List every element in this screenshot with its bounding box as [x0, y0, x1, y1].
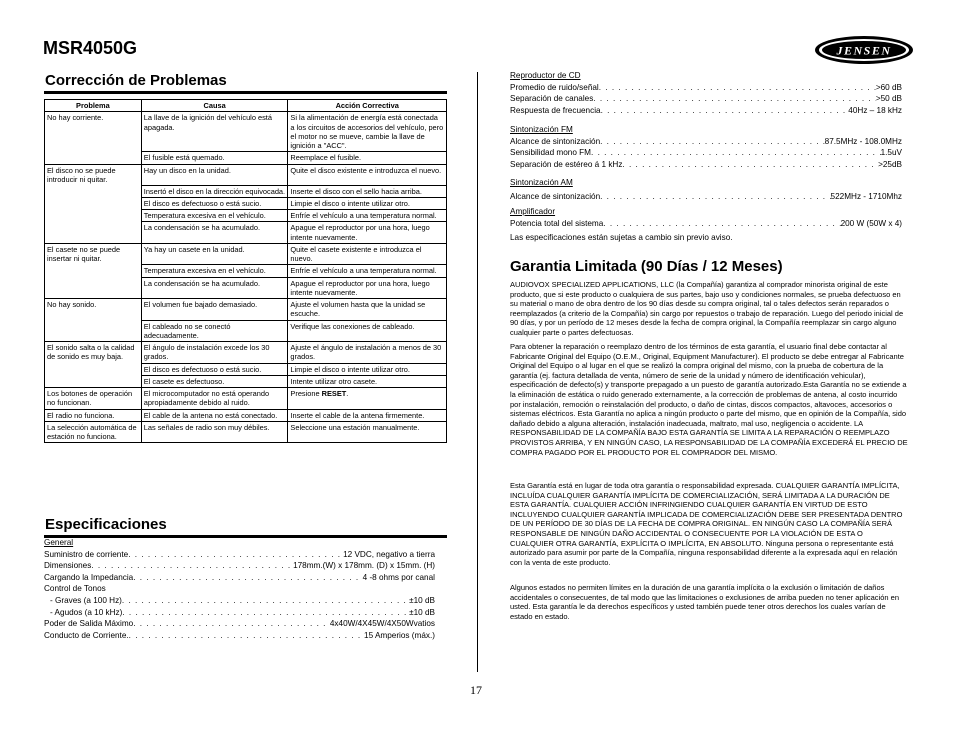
cause-cell: Temperatura excesiva en el vehículo. [141, 210, 288, 222]
table-row [45, 409, 447, 421]
problem-cell [45, 197, 142, 209]
section-label: Reproductor de CD [510, 71, 581, 80]
spec-label: Poder de Salida Máximo [44, 619, 134, 629]
spec-value: 4 -8 ohms por canal [362, 572, 435, 582]
spec-line [44, 630, 435, 642]
spec-line [44, 572, 435, 584]
table-row [45, 112, 447, 152]
spec-line [510, 159, 902, 171]
logo-text: JENSEN [836, 43, 892, 58]
action-cell: Intente utilizar otro casete. [288, 375, 447, 387]
spec-value: 200 W (50W x 4) [840, 218, 902, 228]
cause-cell: El disco es defectuoso o está sucio. [141, 197, 288, 209]
spec-label: Conducto de Corriente. [44, 630, 129, 640]
spec-label: Alcance de sintonización [510, 136, 601, 146]
section-label: Sintonización AM [510, 178, 573, 187]
table-row [45, 265, 447, 277]
spec-value: 1.5uV [880, 148, 902, 158]
reset-label: RESET [321, 389, 347, 398]
action-cell: Limpie el disco o intente utilizar otro. [288, 363, 447, 375]
warranty-paragraph: Algunos estados no permiten límites en la duración de una garantía implícita o la exclusión o limitación de daños accidentales o consecuentes, de tal modo que las limitaciones o exclusiones de arriba pueden no tener aplicación en usted. Esta garantía le da derechos específicos y usted también puede tener otros derechos los cuales varían de estado en estado. [510, 583, 899, 621]
spec-label: - Agudos (a 10 kHz) [50, 607, 123, 617]
specs-general [44, 537, 435, 641]
spec-label: Separación de canales [510, 94, 594, 104]
spec-label: Cargando la Impedancia [44, 572, 134, 582]
spec-line [44, 549, 435, 561]
cause-cell: Las señales de radio son muy débiles. [141, 421, 288, 443]
spec-line [44, 595, 435, 607]
cause-cell: El disco es defectuoso o está sucio. [141, 363, 288, 375]
action-cell: Ajuste el ángulo de instalación a menos de 30 grados. [288, 342, 447, 364]
col-header: Problema [45, 100, 142, 112]
section-label: General [44, 538, 74, 547]
spec-line [510, 147, 902, 159]
problem-cell: El sonido salta o la calidad de sonido es muy baja. [45, 342, 142, 364]
spec-line [510, 93, 902, 105]
action-cell: Limpie el disco o intente utilizar otro. [288, 197, 447, 209]
action-cell: Inserte el disco con el sello hacia arriba. [288, 185, 447, 197]
spec-label: Separación de estéreo á 1 kHz [510, 159, 623, 169]
table-row [45, 197, 447, 209]
cause-cell: Hay un disco en la unidad. [141, 164, 288, 185]
action-cell: Seleccione una estación manualmente. [288, 421, 447, 443]
action-cell: Si la alimentación de energía está conectada a los circuitos de accesorios del vehículo, pero el motor no se mueve, cambie la llave de ignición a "ACC". [288, 112, 447, 152]
problem-cell [45, 152, 142, 164]
spec-label: Sensibilidad mono FM [510, 148, 592, 158]
problem-cell [45, 277, 142, 299]
spec-value: 40Hz – 18 kHz [848, 105, 902, 115]
specs-fm [510, 124, 902, 170]
cause-cell: El ángulo de instalación excede los 30 grados. [141, 342, 288, 364]
problem-cell: Los botones de operación no funcionan. [45, 388, 142, 410]
specs-amp [510, 206, 902, 244]
problem-cell [45, 185, 142, 197]
table-row [45, 363, 447, 375]
cause-cell: El fusible está quemado. [141, 152, 288, 164]
spec-value: 87.5MHz - 108.0MHz [824, 136, 902, 146]
problem-cell: La selección automática de estación no funciona. [45, 421, 142, 443]
spec-line [510, 105, 902, 117]
action-cell: Enfríe el vehículo a una temperatura normal. [288, 265, 447, 277]
spec-label: - Graves (a 100 Hz) [50, 595, 122, 605]
problem-cell [45, 320, 142, 342]
cause-cell: La condensación se ha acumulado. [141, 277, 288, 299]
col-header: Acción Correctiva [288, 100, 447, 112]
spec-label: Alcance de sintonización [510, 191, 601, 201]
action-cell: Quite el casete existente e introduzca el nuevo. [288, 243, 447, 265]
spec-value: 12 VDC, negativo a tierra [343, 549, 435, 559]
spec-line [510, 136, 902, 148]
spec-label: Respuesta de frecuencia [510, 105, 601, 115]
col-header: Causa [141, 100, 288, 112]
title-rule [44, 91, 447, 94]
cause-cell: El microcomputador no está operando apropiadamente debido al ruido. [141, 388, 288, 410]
problem-cell [45, 375, 142, 387]
cause-cell: El volumen fue bajado demasiado. [141, 299, 288, 321]
table-row [45, 243, 447, 265]
spec-line [44, 618, 435, 630]
troubleshooting-title: Corrección de Problemas [45, 72, 227, 89]
specs-cd [510, 70, 902, 116]
spec-value: 178mm.(W) x 178mm. (D) x 15mm. (H) [293, 561, 435, 571]
jensen-logo [814, 35, 914, 65]
cause-cell: Temperatura excesiva en el vehículo. [141, 265, 288, 277]
spec-value: >25dB [878, 159, 902, 169]
cause-cell: Insertó el disco en la dirección equivocada. [141, 185, 288, 197]
problem-cell [45, 210, 142, 222]
section-label: Sintonización FM [510, 125, 573, 134]
spec-value: ±10 dB [409, 595, 435, 605]
table-row [45, 210, 447, 222]
troubleshooting-table [44, 99, 447, 443]
action-cell: Inserte el cable de la antena firmemente. [288, 409, 447, 421]
cause-cell: Ya hay un casete en la unidad. [141, 243, 288, 265]
spec-line [510, 191, 902, 203]
section-label: Control de Tonos [44, 584, 106, 594]
action-cell: Enfríe el vehículo a una temperatura normal. [288, 210, 447, 222]
section-label: Amplificador [510, 207, 556, 216]
problem-cell: No hay sonido. [45, 299, 142, 321]
spec-line [510, 82, 902, 94]
table-header-row [45, 100, 447, 112]
model-title: MSR4050G [43, 38, 138, 58]
action-text: Presione [290, 389, 322, 398]
warranty-title: Garantia Limitada (90 Días / 12 Meses) [510, 258, 783, 275]
spec-value: >50 dB [875, 94, 902, 104]
table-row [45, 222, 447, 244]
table-row [45, 388, 447, 410]
table-row [45, 299, 447, 321]
problem-cell [45, 363, 142, 375]
reset-suffix: . [346, 389, 349, 398]
action-cell [288, 388, 447, 410]
problem-cell: El disco no se puede introducir ni quitar. [45, 164, 142, 185]
action-cell: Reemplace el fusible. [288, 152, 447, 164]
spec-line [44, 560, 435, 572]
spec-label: Suministro de corriente [44, 549, 129, 559]
specs-title: Especificaciones [45, 516, 167, 533]
problem-cell [45, 222, 142, 244]
table-row [45, 164, 447, 185]
table-row [45, 375, 447, 387]
spec-label: Potencia total del sistema [510, 218, 604, 228]
cause-cell: El cable de la antena no está conectado. [141, 409, 288, 421]
warranty-paragraph: Para obtener la reparación o reemplazo dentro de los términos de esta garantía, el usuario final debe contactar al Fabricante Original del Equipo (O.E.M., Original, Equipment Manufacturer). El producto se debe entregar al Fabricante Original del Equipo o al lugar en el que se realizó la compra original del mismo, con la prueba de cobertura de la garantía (ej. factura detallada de venta, número de serie de la unidad y número de identificación vehicular), especificación de defecto(s) y transporte prepagado a un puesto de garantía autorizado.Esta Garantía no se extiende a la eliminación de estática o ruido generado externamente, a la corrección de problemas de antena, al costo incurrido por instalación, remoción o reinstalación del producto, o daño de cintas, discos compactos, altavoces, accesorios o sistemas eléctricos. Esta Garantía no aplica a ningún producto o parte del mismo, que en opinión de la Compañía, sido dañado debido a alguna alteración, instalación inadecuada, maltrato, mal uso, negligencia o accidente. LA RESPONSABILIDAD DE LA COMPAÑÍA BAJO ESTA GARANTÍA SE LIMITA A LA REPARACIÓN O REEMPLAZO PROVISTOS ARRIBA, Y EN NINGÚN CASO, LA RESPONSABILIDAD DE LA COMPAÑÍA EXCEDERÁ EL PRECIO DE COMPRA PAGADO POR EL PRODUCTO POR EL COMPRADOR DEL MISMO. [510, 342, 908, 457]
problem-cell: No hay corriente. [45, 112, 142, 152]
spec-value: >60 dB [875, 82, 902, 92]
cause-cell: El casete es defectuoso. [141, 375, 288, 387]
table-row [45, 342, 447, 364]
action-cell: Verifique las conexiones de cableado. [288, 320, 447, 342]
spec-line [510, 218, 902, 230]
problem-cell: El radio no funciona. [45, 409, 142, 421]
specs-am [510, 177, 902, 202]
table-row [45, 421, 447, 443]
action-cell: Apague el reproductor por una hora, luego intente nuevamente. [288, 277, 447, 299]
warranty-paragraph: Esta Garantía está en lugar de toda otra garantía o responsabilidad expresada. CUALQUIER GARANTÍA IMPLÍCITA, INCLUÍDA CUALQUIER GARANTÍA IMPLÍCITA DE COMERCIALIZACIÓN, SERÁ LIMITADA A LA DURACIÓN DE ESTA GARANTÍA. CUALQUIER ACCIÓN INFRINGIENDO CUALQUIER GARANTÍA EN VIRTUD DE ESTO INCLUYENDO CUALQUIER GARANTÍA IMPLICADA DE COMERCIALIZACIÓN DEBE SER PRESENTADA DENTRO DE UN PERÍODO DE 30 DÍAS DE LA FECHA DE COMPRA ORIGINAL. EN NINGÚN CASO LA COMPAÑÍA SERÁ RESPONSABLE DE NINGÚN DAÑO ACCIDENTAL O CONSECUENTE POR LA VIOLACIÓN DE ESTA O CUALQUIER OTRA GARANTÍA, EXPLÍCITA O IMPLÍCITA, EN ABSOLUTO. Ninguna persona o representante está autorizado para asumir por parte de la Compañía, ninguna responsabilidad diferente a la expresada aquí en relación con la venta de este producto. [510, 481, 903, 567]
action-cell: Apague el reproductor por una hora, luego intente nuevamente. [288, 222, 447, 244]
spec-line [44, 607, 435, 619]
cause-cell: El cableado no se conectó adecuadamente. [141, 320, 288, 342]
problem-cell [45, 265, 142, 277]
cause-cell: La llave de la ignición del vehículo está apagada. [141, 112, 288, 152]
cause-cell: La condensación se ha acumulado. [141, 222, 288, 244]
table-row [45, 185, 447, 197]
spec-label: Dimensiones [44, 561, 92, 571]
page-number: 17 [470, 683, 482, 697]
warranty-paragraph: AUDIOVOX SPECIALIZED APPLICATIONS, LLC (la Compañía) garantiza al comprador minorista original de este producto, que si este producto o cualquiera de sus partes, bajo uso y condiciones normales, se prueba defectuoso en su material o mano de obra dentro de los 90 días desde su compra original, tal o tales defectos serán reparados o reemplazados (a criterio de la Compañía) sin cargo por repuestos o trabajo de reparación. Luego del periodo inicial de 90 días, y por un período de 12 meses desde la fecha de compra original, la Compañía reemplazar sin cargo alguno cualquier parte o partes defectuosas. [510, 280, 904, 337]
table-row [45, 152, 447, 164]
table-row [45, 320, 447, 342]
spec-value: ±10 dB [409, 607, 435, 617]
spec-value: 4x40W/4X45W/4X50Wvatios [329, 619, 435, 629]
action-cell: Quite el disco existente e introduzca el nuevo. [288, 164, 447, 185]
spec-label: Promedio de ruido/señal [510, 82, 599, 92]
spec-note: Las especificaciones están sujetas a cambio sin previo aviso. [510, 233, 733, 243]
column-divider [477, 72, 478, 672]
spec-value: 15 Amperios (máx.) [364, 630, 435, 640]
problem-cell: El casete no se puede insertar ni quitar. [45, 243, 142, 265]
action-cell: Ajuste el volumen hasta que la unidad se escuche. [288, 299, 447, 321]
table-row [45, 277, 447, 299]
spec-value: 522MHz - 1710Mhz [830, 191, 902, 201]
